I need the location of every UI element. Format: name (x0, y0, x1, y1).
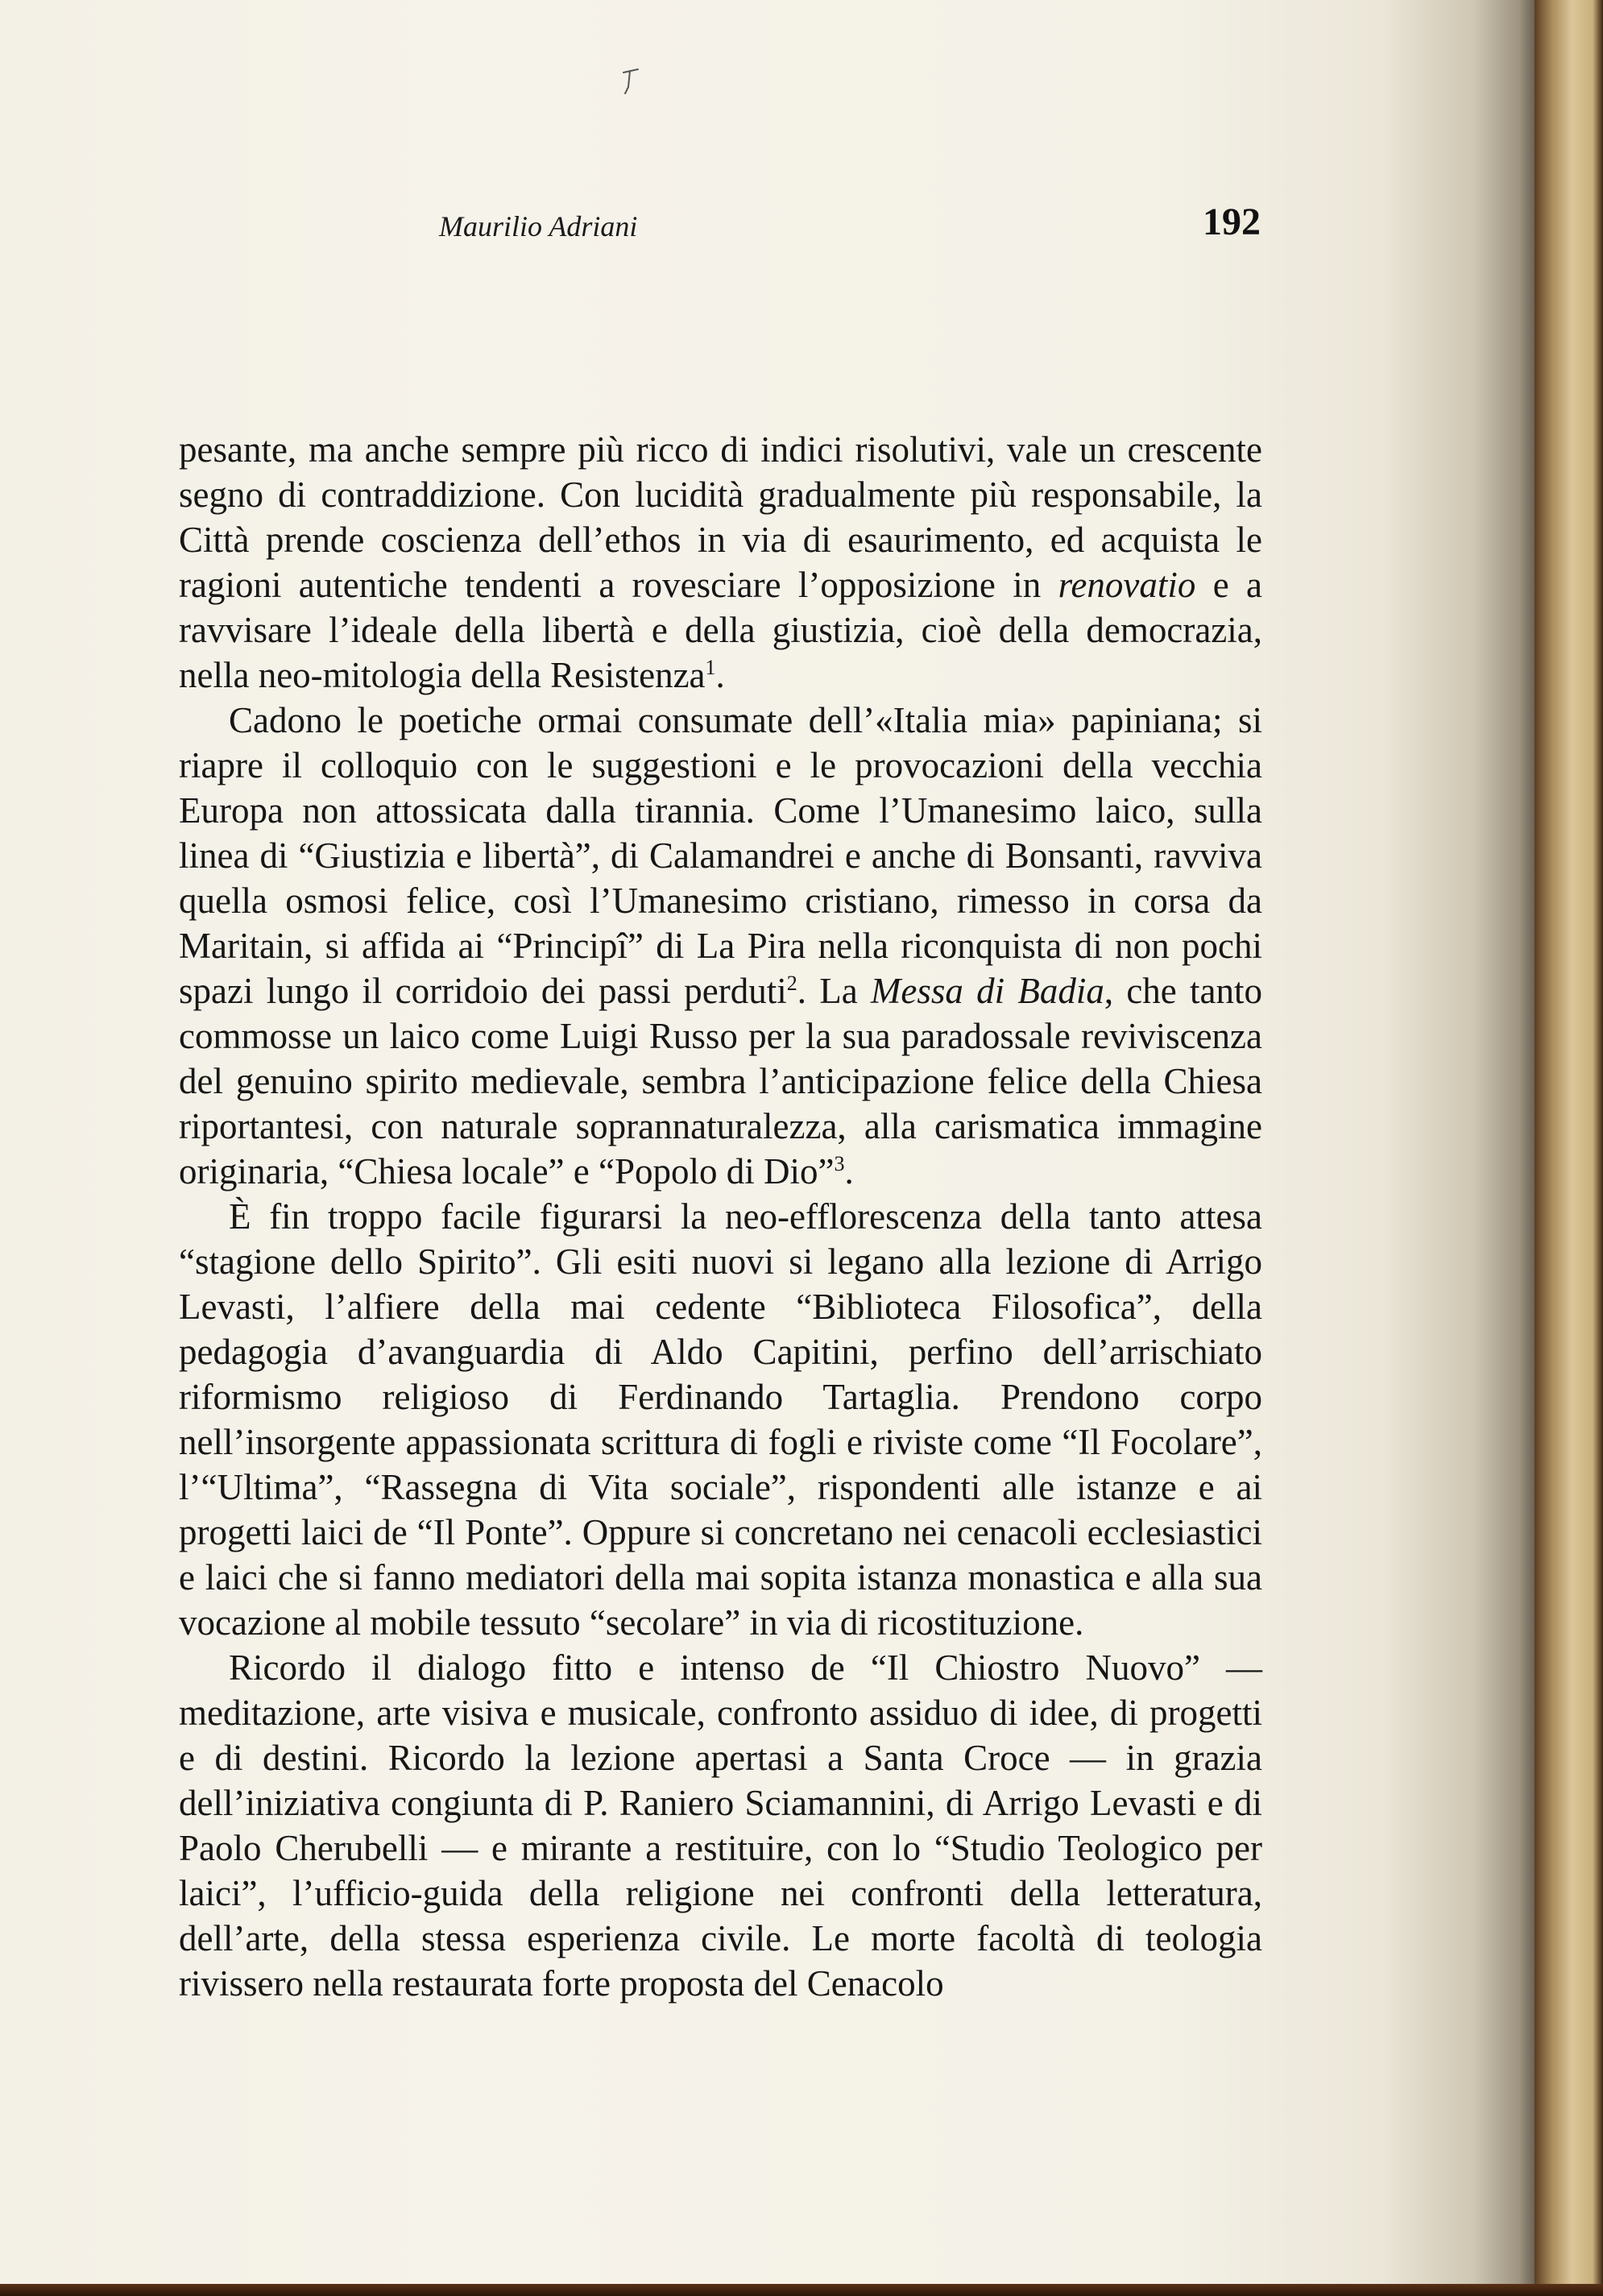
paragraph-text: pesante, ma anche sempre più ricco di indici risolutivi, vale un crescente segno di contraddizione. Con lucidità gradualmente più responsabile, la Città prende coscienza dell’ethos in via di esaurimento, ed acquista le ragioni autentiche tendenti a rovesciare l’opposizione in (179, 429, 1262, 605)
paragraph-text: , che tanto commosse un laico come Luigi Russo per la sua paradossale reviviscenza del genuino spirito medievale, sembra l’anticipazione felice della Chiesa riportantesi, con naturale soprannaturalezza, alla carismatica immagine originaria, “Chiesa locale” e “Popolo di Dio” (179, 971, 1262, 1192)
paragraph-text: . (844, 1151, 854, 1192)
paragraph-4: Ricordo il dialogo fitto e intenso de “Il Chiostro Nuovo” — meditazione, arte visiva e musicale, confronto assiduo di idee, di progetti e di destini. Ricordo la lezione apertasi a Santa Croce — in grazia dell’iniziativa congiunta di P. Raniero Sciamannini, di Arrigo Levasti e di Paolo Cherubelli — e mirante a restituire, con lo “Studio Teologico per laici”, l’ufficio-guida della religione nei confronti della letteratura, dell’arte, della stessa esperienza civile. Le morte facoltà di teologia rivissero nella restaurata forte proposta del Cenacolo (179, 1647, 1262, 2004)
adjacent-page-edge (1535, 0, 1603, 2284)
scan-bottom-edge (0, 2284, 1603, 2296)
paragraph-3: È fin troppo facile figurarsi la neo-efflorescenza della tanto attesa “stagione dello Spirito”. Gli esiti nuovi si legano alla lezione di Arrigo Levasti, l’alfiere della mai cedente “Biblioteca Filosofica”, della pedagogia d’avanguardia di Aldo Capitini, perfino dell’arrischiato riformismo religioso di Ferdinando Tartaglia. Prendono corpo nell’insorgente appassionata scrittura di fogli e riviste come “Il Focolare”, l’“Ultima”, “Rassegna di Vita sociale”, rispondenti alle istanze e ai progetti laici de “Il Ponte”. Oppure si concretano nei cenacoli ecclesiastici e laici che si fanno mediatori della mai sopita istanza monastica e alla sua vocazione al mobile tessuto “secolare” in via di ricostituzione. (179, 1196, 1262, 1643)
paragraph-text: . La (797, 971, 871, 1011)
pencil-mark (619, 66, 643, 106)
footnote-ref-1: 1 (705, 656, 716, 679)
paragraph-2 (179, 698, 1262, 1194)
body-text (179, 427, 1262, 2006)
italic-term-renovatio: renovatio (1058, 565, 1196, 605)
paragraph-text: . (715, 655, 725, 695)
paragraph-1 (179, 427, 1262, 698)
running-head-author: Maurilio Adriani (439, 210, 638, 242)
paragraph-text: Cadono le poetiche ormai consumate dell’«Italia mia» papiniana; si riapre il colloquio con le suggestioni e le provocazioni della vecchia Europa non attossicata dalla tirannia. Come l’Umanesimo laico, sulla linea di “Giustizia e libertà”, di Calamandrei e anche di Bonsanti, ravviva quella osmosi felice, così l’Umanesimo cristiano, rimesso in corsa da Maritain, si affida ai “Principî” di La Pira nella riconquista di non pochi spazi lungo il corridoio dei passi perduti (179, 700, 1262, 1011)
paragraph-text: e a ravvisare l’ideale della libertà e della giustizia, cioè della democrazia, nella neo-mitologia della Resistenza (179, 565, 1263, 695)
running-head (439, 200, 1261, 248)
page-number: 192 (1203, 201, 1261, 243)
footnote-ref-2: 2 (786, 972, 797, 995)
footnote-ref-3: 3 (834, 1152, 845, 1175)
italic-title-messa-di-badia: Messa di Badia (870, 971, 1104, 1011)
